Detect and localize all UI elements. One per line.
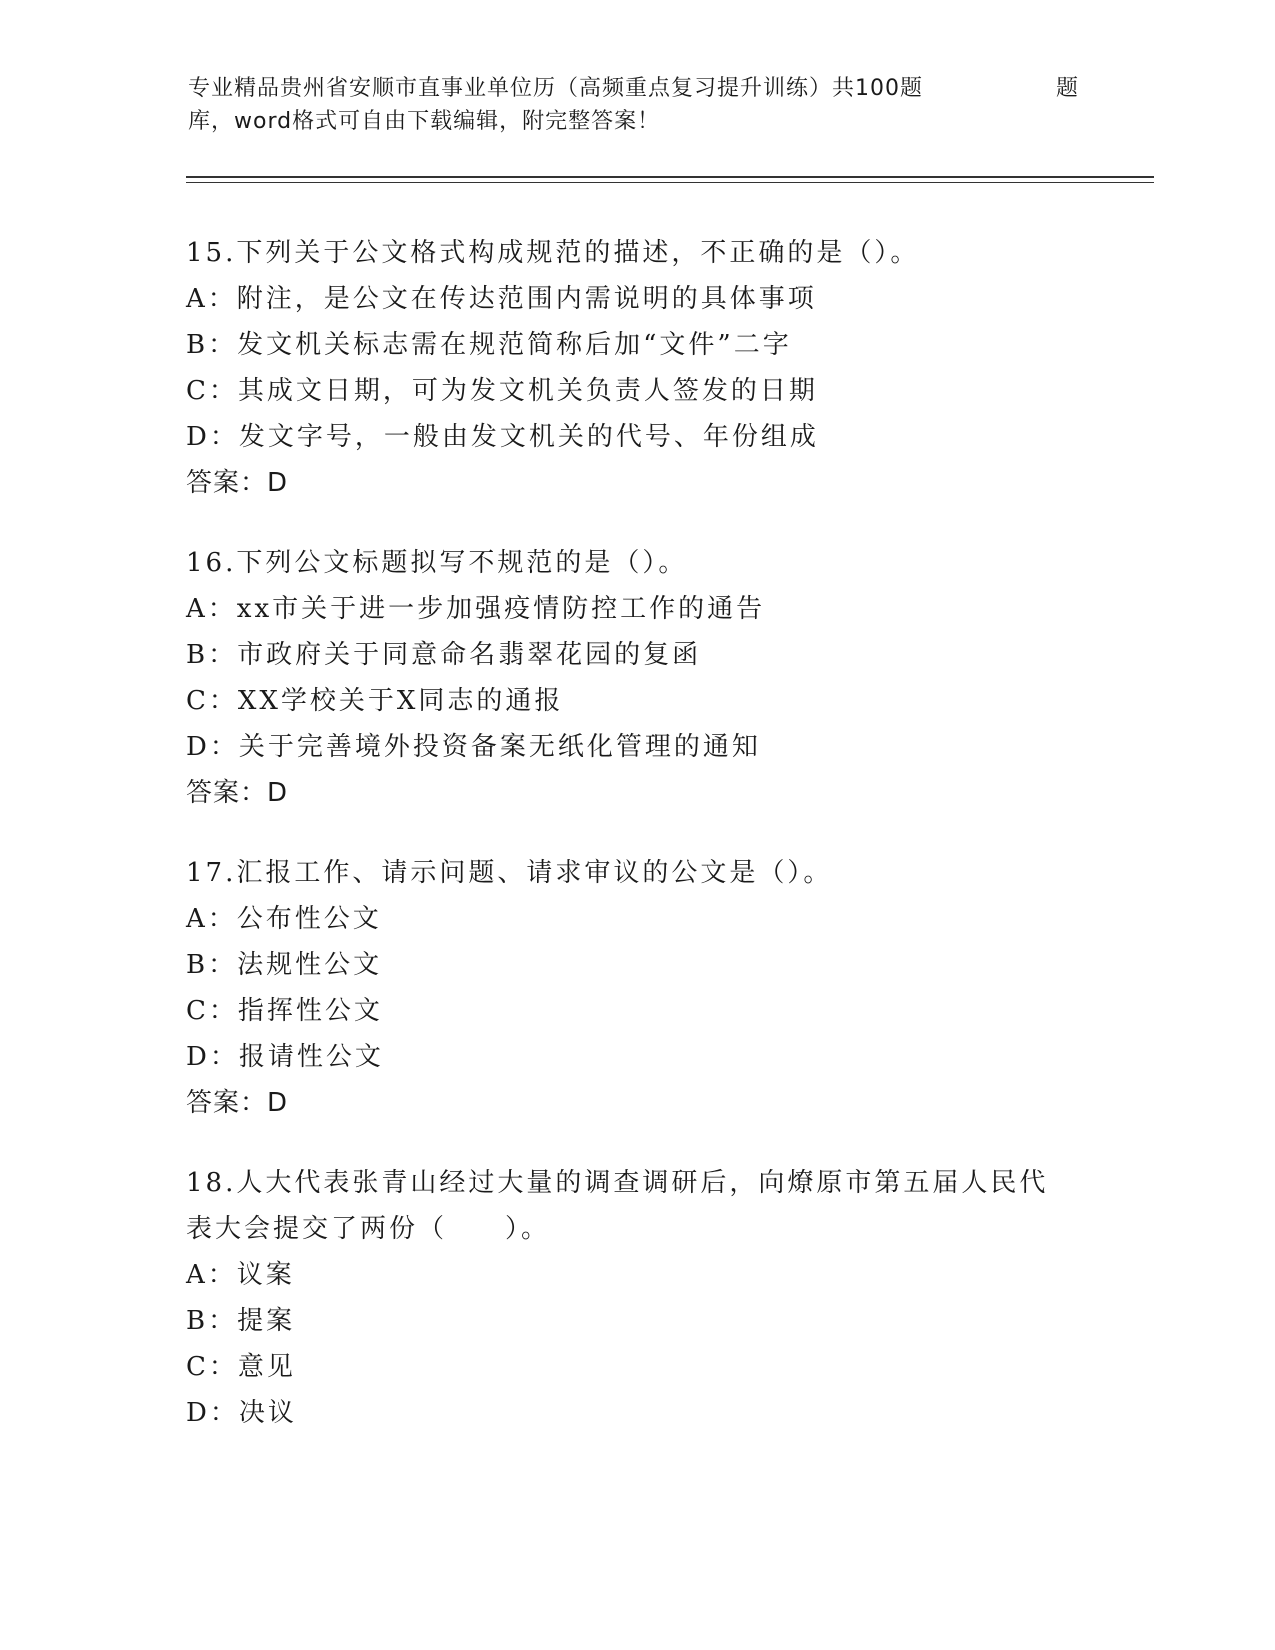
- document-header: [188, 72, 1088, 138]
- option-a: A：公布性公文: [186, 904, 382, 934]
- option-a: A：议案: [186, 1260, 295, 1290]
- question-17: [186, 850, 1086, 1126]
- question-stem: 16.下列公文标题拟写不规范的是（）。: [186, 548, 688, 578]
- question-stem: 18.人大代表张青山经过大量的调查调研后，向燎原市第五届人民代表大会提交了两份（ ）。: [186, 1168, 1049, 1244]
- answer-line: 答案：D: [186, 778, 289, 808]
- option-b: B：市政府关于同意命名翡翠花园的复函: [186, 640, 702, 670]
- question-15: [186, 230, 1086, 506]
- option-b: B：发文机关标志需在规范简称后加“文件”二字: [186, 330, 792, 360]
- option-a: A：xx市关于进一步加强疫情防控工作的通告: [186, 594, 766, 624]
- header-divider-thin: [186, 182, 1154, 183]
- header-line-1: [188, 72, 1088, 105]
- question-16: [186, 540, 1086, 816]
- option-d: D：关于完善境外投资备案无纸化管理的通知: [186, 732, 761, 762]
- header-divider-thick: [186, 176, 1154, 178]
- option-c: C：指挥性公文: [186, 996, 383, 1026]
- question-list: [186, 230, 1086, 1470]
- option-d: D：报请性公文: [186, 1042, 384, 1072]
- answer-line: 答案：D: [186, 468, 289, 498]
- question-stem: 17.汇报工作、请示问题、请求审议的公文是（）。: [186, 858, 833, 888]
- header-line-2: 库，word格式可自由下载编辑，附完整答案！: [188, 109, 661, 134]
- question-stem: 15.下列关于公文格式构成规范的描述，不正确的是（）。: [186, 238, 920, 268]
- option-c: C：意见: [186, 1352, 296, 1382]
- option-c: C：其成文日期，可为发文机关负责人签发的日期: [186, 376, 818, 406]
- option-c: C：XX学校关于X同志的通报: [186, 686, 564, 716]
- option-b: B：提案: [186, 1306, 296, 1336]
- header-title-tail: 题: [1056, 76, 1080, 101]
- option-a: A：附注，是公文在传达范围内需说明的具体事项: [186, 284, 817, 314]
- option-d: D：发文字号，一般由发文机关的代号、年份组成: [186, 422, 819, 452]
- header-title-text: 专业精品贵州省安顺市直事业单位历（高频重点复习提升训练）共100题: [188, 76, 923, 101]
- option-d: D：决议: [186, 1398, 297, 1428]
- option-b: B：法规性公文: [186, 950, 383, 980]
- question-18: [186, 1160, 1086, 1436]
- answer-line: 答案：D: [186, 1088, 289, 1118]
